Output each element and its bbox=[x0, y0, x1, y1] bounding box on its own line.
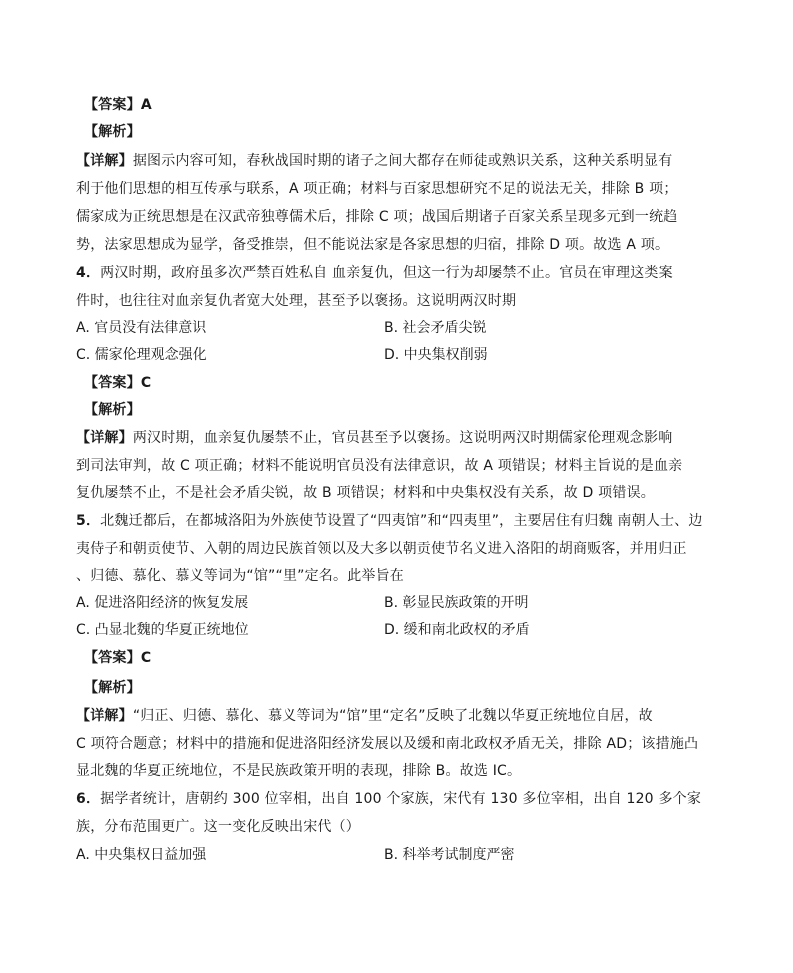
q4-option-b: B. 社会矛盾尖锐 bbox=[384, 320, 487, 336]
answer-label: 【答案】 bbox=[84, 97, 141, 113]
q4-detail-line-3: 复仇屡禁不止，不是社会矛盾尖锐，故 B 项错误；材料和中央集权没有关系，故 D 项错误。 bbox=[76, 485, 655, 501]
question-number: 4． bbox=[76, 265, 101, 281]
q5-detail-line-3: 显北魏的华夏正统地位，不是民族政策开明的表现，排除 B。故选 IC。 bbox=[76, 763, 522, 779]
q4-detail-line-2: 到司法审判，故 C 项正确；材料不能说明官员没有法律意识，故 A 项错误；材料主旨说的是血亲 bbox=[76, 458, 683, 474]
q5-option-c: C. 凸显北魏的华夏正统地位 bbox=[76, 622, 249, 638]
q3-detail-line-1: 【详解】据图示内容可知，春秋战国时期的诸子之间大都存在师徒或熟识关系，这种关系明显有 bbox=[76, 153, 673, 169]
q4-option-d: D. 中央集权削弱 bbox=[384, 347, 488, 363]
q4-analysis-label: 【解析】 bbox=[84, 402, 141, 418]
q5-analysis-label: 【解析】 bbox=[84, 680, 141, 696]
q5-detail-line-1: 【详解】“归正、归德、慕化、慕义等词为“馆”里“定名”反映了北魏以华夏正统地位自居，故 bbox=[76, 708, 653, 724]
q3-detail-line-4: 势，法家思想成为显学，备受推崇，但不能说法家是各家思想的归宿，排除 D 项。故选 A 项。 bbox=[76, 237, 670, 253]
q4-detail-line-1: 【详解】两汉时期，血亲复仇屡禁不止，官员甚至予以褒扬。这说明两汉时期儒家伦理观念影响 bbox=[76, 430, 673, 446]
q5-stem-line-1: 5．北魏迁都后，在都城洛阳为外族使节设置了“四夷馆”和“四夷里”，主要居住有归魏 南朝人士、边 bbox=[76, 513, 703, 529]
q4-option-c: C. 儒家伦理观念强化 bbox=[76, 347, 207, 363]
q6-option-b: B. 科举考试制度严密 bbox=[384, 847, 515, 863]
detail-label: 【详解】 bbox=[76, 153, 133, 169]
q3-detail-line-2: 利于他们思想的相互传承与联系，A 项正确；材料与百家思想研究不足的说法无关，排除 B 项； bbox=[76, 181, 678, 197]
q5-detail-line-2: C 项符合题意；材料中的措施和促进洛阳经济发展以及缓和南北政权矛盾无关，排除 AD；该措施凸 bbox=[76, 736, 699, 752]
q5-option-b: B. 彰显民族政策的开明 bbox=[384, 595, 529, 611]
q3-detail-line-3: 儒家成为正统思想是在汉武帝独尊儒术后，排除 C 项；战国后期诸子百家关系呈现多元到一统趋 bbox=[76, 209, 678, 225]
q5-stem-line-3: 、归德、慕化、慕义等词为“馆”“里”定名。此举旨在 bbox=[76, 568, 405, 584]
q5-answer: 【答案】C bbox=[84, 650, 152, 666]
q5-stem-line-2: 夷侍子和朝贡使节、入朝的周边民族首领以及大多以朝贡使节名义进入洛阳的胡商贩客，并用归正 bbox=[76, 541, 687, 557]
q4-option-a: A. 官员没有法律意识 bbox=[76, 320, 207, 336]
q4-answer: 【答案】C bbox=[84, 375, 152, 391]
q3-answer bbox=[84, 96, 152, 114]
answer-value: A bbox=[140, 97, 152, 113]
q6-stem-line-2: 族，分布范围更广。这一变化反映出宋代（） bbox=[76, 819, 360, 835]
q3-analysis-label: 【解析】 bbox=[84, 124, 141, 140]
q5-option-a: A. 促进洛阳经济的恢复发展 bbox=[76, 595, 249, 611]
q6-option-a: A. 中央集权日益加强 bbox=[76, 847, 207, 863]
q4-stem-line-2: 件时，也往往对血亲复仇者宽大处理，甚至予以褒扬。这说明两汉时期 bbox=[76, 293, 517, 309]
q4-stem-line-1: 4．两汉时期，政府虽多次严禁百姓私自 血亲复仇，但这一行为却屡禁不止。官员在审理这类案 bbox=[76, 265, 673, 281]
q5-option-d: D. 缓和南北政权的矛盾 bbox=[384, 622, 530, 638]
q6-stem-line-1: 6．据学者统计，唐朝约 300 位宰相，出自 100 个家族，宋代有 130 多位宰相，出自 120 多个家 bbox=[76, 791, 702, 807]
